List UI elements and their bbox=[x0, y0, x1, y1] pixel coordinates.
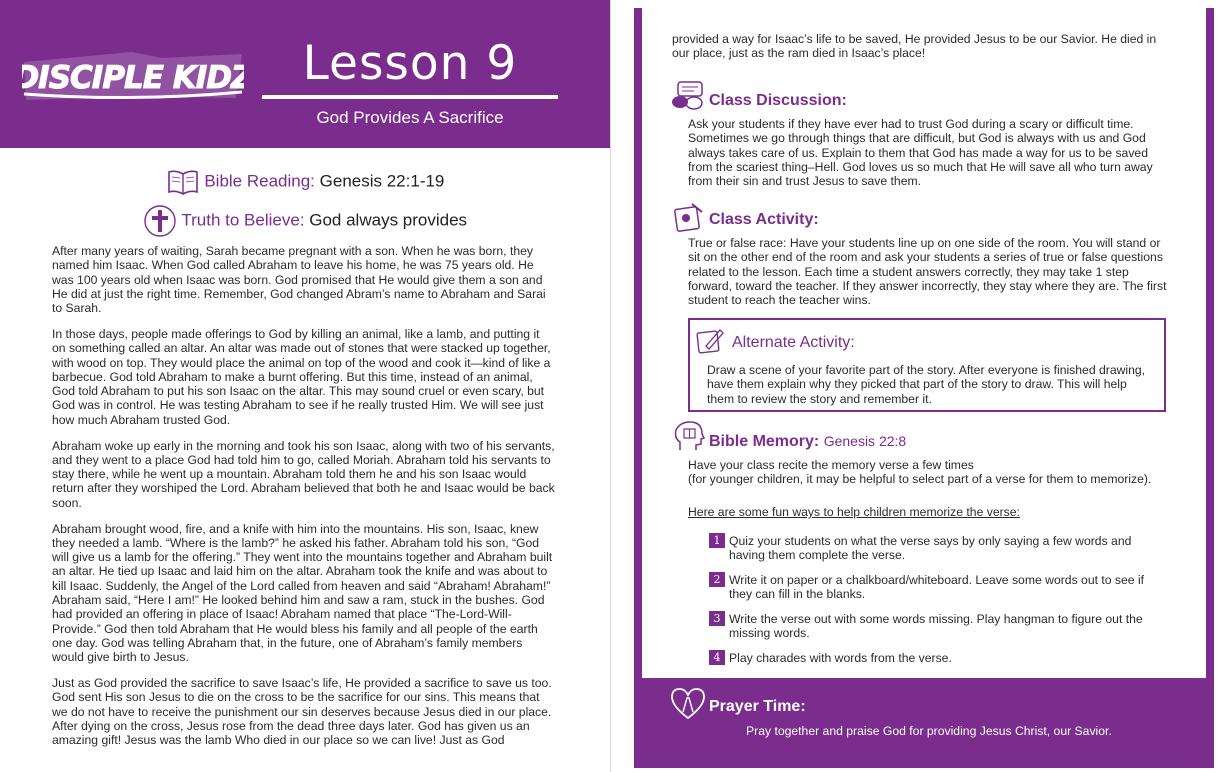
tip-text: Write the verse out with some words missing. Play hangman to figure out the missing words. bbox=[729, 612, 1143, 641]
svg-text:DISCIPLE KIDZ: DISCIPLE KIDZ bbox=[22, 60, 244, 96]
truth-label: Truth to Believe: bbox=[181, 210, 305, 230]
disciple-kidz-logo bbox=[22, 48, 244, 102]
open-book-icon bbox=[166, 168, 200, 196]
discussion-title: Class Discussion: bbox=[709, 92, 847, 109]
memory-line-2: (for younger children, it may be helpful to select part of a verse for them to memorize). bbox=[688, 472, 1152, 486]
lesson-title: Lesson 9 bbox=[302, 36, 518, 91]
page-gutter bbox=[610, 0, 633, 772]
memory-reference: Genesis 22:8 bbox=[823, 433, 907, 449]
bible-reading-label: Bible Reading: bbox=[204, 171, 315, 191]
bible-reading-value: Genesis 22:1-19 bbox=[319, 171, 445, 191]
activity-icon bbox=[672, 200, 706, 234]
memory-fun-heading: Here are some fun ways to help children memorize the verse: bbox=[688, 505, 1020, 519]
speech-bubbles-icon bbox=[670, 80, 706, 112]
lesson-subtitle: God Provides A Sacrifice bbox=[316, 108, 504, 127]
title-rule bbox=[262, 95, 558, 99]
tip-text: Play charades with words from the verse. bbox=[729, 651, 952, 665]
head-bible-icon bbox=[672, 420, 708, 454]
story-paragraph: Abraham woke up early in the morning and took his son Isaac, along with two of his servants, and they went to a place God had told him to go, called Moriah. Abraham told his servants to stay there, while he went up a mountain. Abraham told them he and his son Isaac would return after they worshiped the Lord. Abraham believed that both he and Isaac would be back soon. bbox=[52, 438, 555, 510]
tip-number: 3 bbox=[709, 611, 725, 626]
activity-text: True or false race: Have your students line up on one side of the room. You will stand or sit on the other end of the room and ask your students a series of true or false questions related to the lesson. Each time a student answers correctly, they may take 1 step forward, toward the teacher. If they answer incorrectly, they stay where they are. The first student to reach the teacher wins. bbox=[688, 236, 1167, 308]
praying-hands-heart-icon bbox=[668, 686, 708, 720]
truth-value: God always provides bbox=[309, 210, 468, 230]
cross-icon bbox=[143, 204, 177, 238]
discussion-text: Ask your students if they have ever had to trust God during a scary or difficult time. Sometimes we go through things that are difficult, but God is always with us and God always takes care of us. Explain to them that God has made a way for us to be saved from the scariest thing–Hell. God loves us so much that He will save all who turn away from their sin and trust Jesus to save them. bbox=[688, 117, 1153, 189]
tip-text: Quiz your students on what the verse says by only saying a few words and having them complete the verse. bbox=[729, 534, 1132, 563]
activity-title: Class Activity: bbox=[709, 211, 819, 228]
story-paragraph: Just as God provided the sacrifice to save Isaac’s life, He provided a sacrifice to save us too. God sent His son Jesus to die on the cross to be the sacrifice for our sins. This means that we do not have to receive the punishment our sin deserves because Jesus died in our place. After dying on the cross, Jesus rose from the dead three days later. God has given us an amazing gift! Jesus was the lamb Who died in our place so we can live! Just as God bbox=[52, 676, 552, 748]
story-text bbox=[52, 244, 556, 759]
prayer-title: Prayer Time: bbox=[709, 698, 806, 715]
truth-row bbox=[0, 204, 610, 238]
story-paragraph: Abraham brought wood, fire, and a knife with him into the mountains. His son, Isaac, knew they needed a lamb. “Where is the lamb?” he asked his father. Abraham told his son, “God will give us a lamb for the offering.” They went into the mountains together and Abraham built an altar. He tied up Isaac and laid him on the altar. Abraham took the knife and was about to kill Isaac. Suddenly, the Angel of the Lord called from heaven and said “Abraham! Abraham!” Abraham said, “Here I am!” He looked behind him and saw a ram, stuck in the bushes. God had provided an offering in place of Isaac! Abraham named that place “The-Lord-Will-Provide.” God then told Abraham that He would bless his family and all people of the earth one day. God was telling Abraham that, in the future, one of Abraham’s family members would give birth to Jesus. bbox=[52, 521, 553, 665]
bible-reading-row bbox=[0, 168, 610, 196]
tip-number: 2 bbox=[709, 572, 725, 587]
alternate-text: Draw a scene of your favorite part of the story. After everyone is finished drawing, have them explain why they picked that part of the story to draw. This will help them to review the story and remember it. bbox=[707, 363, 1146, 406]
memory-line-1: Have your class recite the memory verse a few times bbox=[688, 458, 974, 472]
story-continued: provided a way for Isaac’s life to be saved, He provided Jesus to be our Savior. He died in our place, just as the ram died in Isaac’s place! bbox=[672, 32, 1157, 61]
drawing-icon bbox=[694, 324, 726, 356]
alternate-title: Alternate Activity: bbox=[732, 334, 855, 351]
prayer-text: Pray together and praise God for providing Jesus Christ, our Savior. bbox=[746, 724, 1112, 738]
memory-title: Bible Memory: bbox=[709, 433, 820, 450]
story-paragraph: After many years of waiting, Sarah became pregnant with a son. When he was born, they named him Isaac. When God called Abraham to leave his home, he was 75 years old. He was 100 years old when Isaac was born. God promised that He would give them a son and He did at just the right time. Remember, God changed Abram’s name to Abraham and Sarai to Sarah. bbox=[52, 244, 546, 316]
story-paragraph: In those days, people made offerings to God by killing an animal, like a lamb, and putting it on something called an altar. An altar was made out of stones that were stacked up together, with wood on top. They would place the animal on top of the wood and cook it—kind of like a barbecue. God told Abraham to make a burnt offering. But this time, instead of an animal, God told Abraham to put his son Isaac on the altar. This may sound cruel or even scary, but God was in control. He was testing Abraham to see if he really trusted Him. We will see just how much Abraham trusted God. bbox=[52, 326, 551, 427]
memory-title-row bbox=[709, 433, 906, 451]
tip-number: 4 bbox=[709, 650, 725, 665]
tip-text: Write it on paper or a chalkboard/whiteboard. Leave some words out to see if they can fill in the blanks. bbox=[729, 573, 1145, 602]
tip-number: 1 bbox=[709, 533, 725, 548]
